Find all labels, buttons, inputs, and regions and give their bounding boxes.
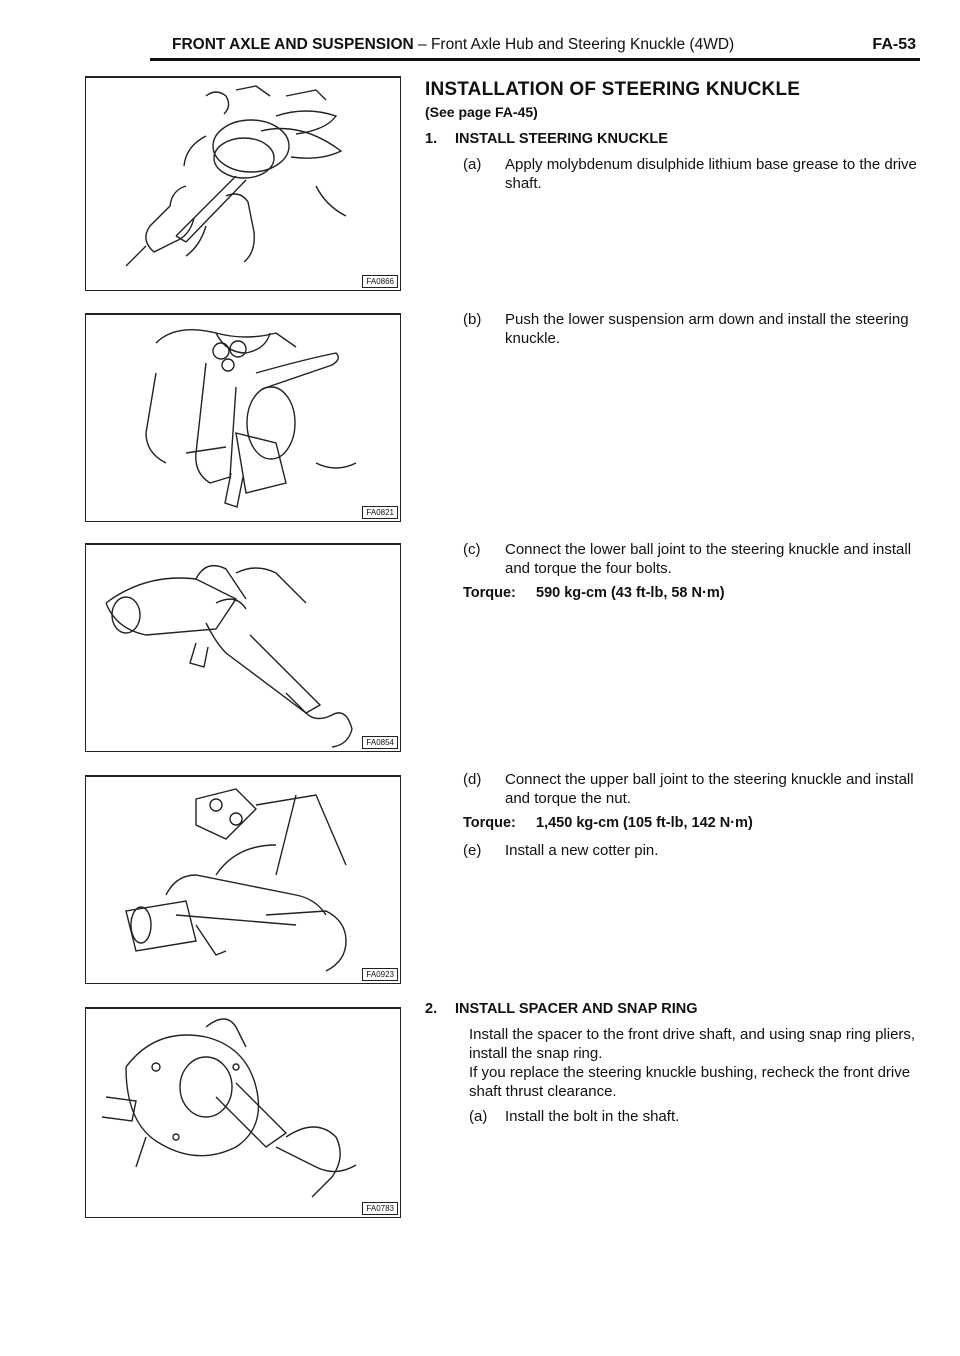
page-header [150, 36, 920, 58]
step-1d: (d) Connect the upper ball joint to the steering knuckle and install and torque the nut. Torque: 1,450 kg-cm (105 ft-lb, 142 N·m) (e) Install a new cotter pin. [425, 770, 925, 860]
step-1e: (e) Install a new cotter pin. [463, 842, 659, 859]
illustration-snap-ring-pliers [86, 1007, 400, 1217]
step-2-paragraph-1: Install the spacer to the front drive shaft, and using snap ring pliers, install the snap ring. [469, 1026, 916, 1062]
illustration-steering-knuckle [86, 313, 400, 521]
figure-grease-drive-shaft [85, 76, 401, 291]
figure-code: FA0854 [362, 736, 398, 749]
page-reference: (See page FA-45) [425, 104, 538, 120]
torque-spec-lower: Torque: 590 kg-cm (43 ft-lb, 58 N·m) [463, 585, 725, 601]
chapter-name: FRONT AXLE AND SUSPENSION [172, 36, 414, 53]
step-1c: (c) Connect the lower ball joint to the steering knuckle and install and torque the four bolts. Torque: 590 kg-cm (43 ft-lb, 58 N·m) [425, 540, 925, 603]
step-2-heading: 2. INSTALL SPACER AND SNAP RING [425, 1001, 698, 1017]
torque-spec-upper: Torque: 1,450 kg-cm (105 ft-lb, 142 N·m) [463, 815, 753, 831]
step-2-paragraph-2: If you replace the steering knuckle bushing, recheck the front drive shaft thrust clearance. [469, 1064, 911, 1100]
section-name: – Front Axle Hub and Steering Knuckle (4WD) [418, 36, 735, 53]
step-2a: (a) Install the bolt in the shaft. [469, 1108, 680, 1125]
figure-code: FA0783 [362, 1202, 398, 1215]
step-1-heading: 1. INSTALL STEERING KNUCKLE [425, 131, 668, 147]
illustration-upper-ball-joint [86, 775, 400, 983]
page-number: FA-53 [872, 36, 916, 53]
figure-install-knuckle [85, 313, 401, 522]
figure-code: FA0923 [362, 968, 398, 981]
section-title: INSTALLATION OF STEERING KNUCKLE [425, 79, 801, 100]
step-1b: (b) Push the lower suspension arm down and install the steering knuckle. [463, 311, 909, 347]
figure-code: FA0866 [362, 275, 398, 288]
illustration-lower-ball-joint [86, 543, 400, 751]
figure-snap-ring [85, 1007, 401, 1218]
section-installation [425, 80, 925, 193]
section-step-2 [425, 1000, 925, 1126]
header-rule [150, 58, 920, 61]
illustration-grease-application [86, 76, 400, 290]
figure-lower-ball-joint [85, 543, 401, 752]
chapter-title [172, 36, 734, 54]
step-1a: (a) Apply molybdenum disulphide lithium base grease to the drive shaft. [463, 156, 917, 192]
figure-upper-ball-joint [85, 775, 401, 984]
figure-code: FA0821 [362, 506, 398, 519]
